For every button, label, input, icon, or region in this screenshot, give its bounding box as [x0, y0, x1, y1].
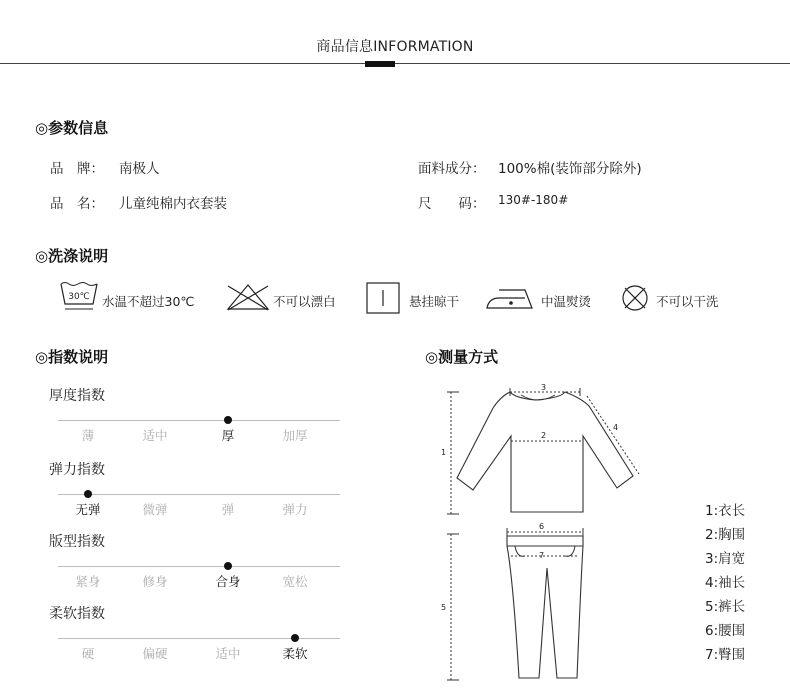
- wash-30-icon: [60, 281, 98, 315]
- care-wash-text: 水温不超过30℃: [102, 294, 195, 309]
- mark-5: 5: [441, 603, 447, 612]
- pants-outline-icon: [507, 536, 583, 678]
- index-section-title: ◎指数说明: [35, 348, 109, 366]
- size-label: 尺 码：: [418, 196, 486, 212]
- no-bleach-icon: [225, 282, 271, 312]
- legend-item: 3:肩宽: [705, 551, 746, 567]
- measure-section-title: ◎测量方式: [425, 348, 499, 366]
- mark-3: 3: [541, 383, 547, 392]
- scale-title: 柔软指数: [49, 606, 105, 622]
- scale-level-label: 修身: [142, 574, 168, 589]
- scale-selected-dot: [224, 562, 232, 570]
- brand-value: 南极人: [119, 161, 160, 177]
- scale-line: [58, 566, 340, 567]
- scale-level-label: 弹: [221, 502, 235, 517]
- scale-level-label: 紧身: [75, 574, 101, 589]
- scale-level-label: 微弹: [142, 502, 168, 517]
- scale-line: [58, 420, 340, 421]
- scale-title: 版型指数: [49, 534, 105, 550]
- wash-temp-label: 30℃: [68, 292, 90, 302]
- fabric-value: 100%棉(装饰部分除外): [498, 161, 642, 177]
- scale-level-label: 偏硬: [142, 646, 168, 661]
- iron-medium-icon: [485, 284, 535, 312]
- name-label: 品 名：: [50, 196, 104, 212]
- legend-item: 6:腰围: [705, 623, 746, 639]
- shirt-outline-icon: [457, 392, 633, 512]
- scale-level-label: 加厚: [282, 428, 308, 443]
- scale-level-label: 厚: [221, 428, 235, 443]
- hang-dry-icon: [366, 282, 400, 314]
- scale-line: [58, 494, 340, 495]
- scale-level-label: 宽松: [282, 574, 308, 589]
- scale-level-label: 合身: [215, 574, 241, 589]
- care-iron-text: 中温熨烫: [541, 294, 592, 309]
- care-section-title: ◎洗涤说明: [35, 247, 109, 265]
- legend-item: 4:袖长: [705, 575, 746, 591]
- scale-level-label: 适中: [215, 646, 241, 661]
- scale-level-label: 硬: [81, 646, 95, 661]
- scale-level-label: 弹力: [282, 502, 308, 517]
- header-divider: [0, 63, 790, 64]
- scale-selected-dot: [84, 490, 92, 498]
- page-title: 商品信息INFORMATION: [316, 39, 474, 55]
- header-accent-bar: [365, 61, 395, 67]
- measurement-diagram: [435, 378, 665, 688]
- mark-4: 4: [613, 423, 619, 432]
- scale-selected-dot: [224, 416, 232, 424]
- mark-6: 6: [539, 522, 545, 531]
- size-value: 130#-180#: [498, 193, 569, 207]
- mark-7: 7: [539, 551, 545, 560]
- fabric-label: 面料成分：: [418, 161, 486, 177]
- scale-level-label: 适中: [142, 428, 168, 443]
- name-value: 儿童纯棉内衣套装: [119, 196, 227, 212]
- scale-level-label: 薄: [81, 428, 95, 443]
- scale-selected-dot: [291, 634, 299, 642]
- care-dryclean-text: 不可以干洗: [656, 294, 719, 309]
- params-section-title: ◎参数信息: [35, 119, 109, 137]
- legend-item: 1:衣长: [705, 503, 746, 519]
- scale-title: 厚度指数: [49, 388, 105, 404]
- scale-level-label: 无弹: [75, 502, 101, 517]
- legend-item: 5:裤长: [705, 599, 746, 615]
- no-dry-clean-icon: [621, 284, 649, 312]
- legend-item: 7:臀围: [705, 647, 746, 663]
- scale-level-label: 柔软: [282, 646, 308, 661]
- care-hang-text: 悬挂晾干: [409, 294, 460, 309]
- legend-item: 2:胸围: [705, 527, 746, 543]
- mark-1: 1: [441, 448, 447, 457]
- scale-title: 弹力指数: [49, 462, 105, 478]
- care-bleach-text: 不可以漂白: [273, 294, 336, 309]
- brand-label: 品 牌：: [50, 161, 104, 177]
- mark-2: 2: [541, 431, 547, 440]
- measure-legend: [705, 499, 745, 667]
